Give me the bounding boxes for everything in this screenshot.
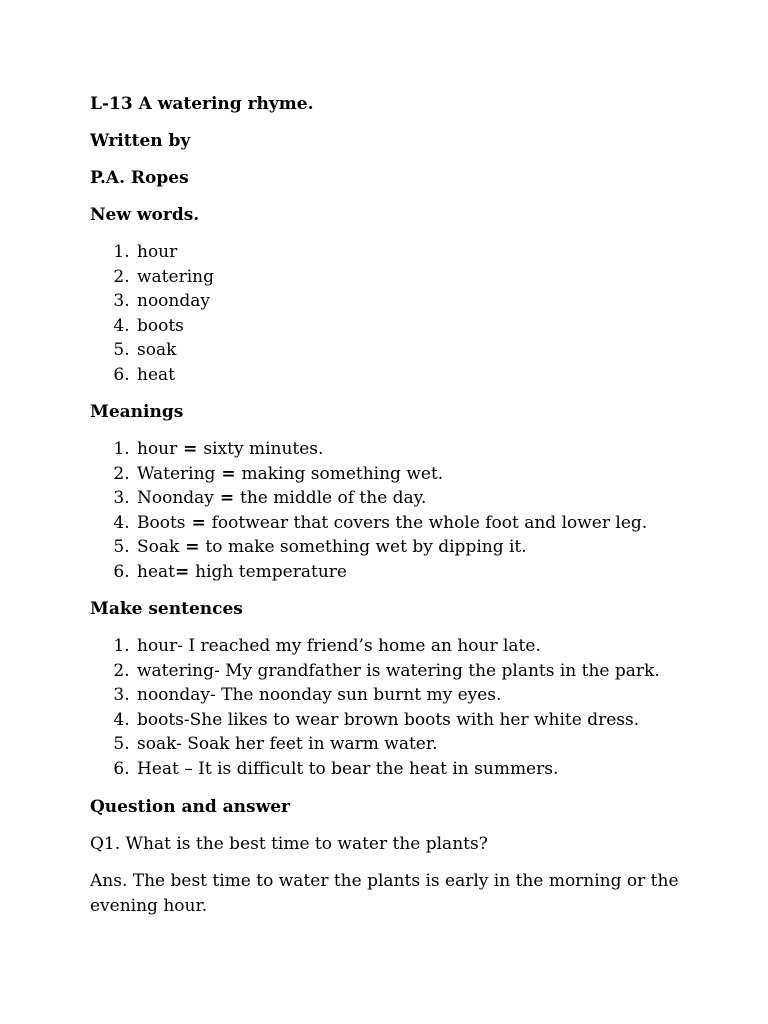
term: Noonday xyxy=(137,488,214,508)
list-item: 6. Heat – It is difficult to bear the heat in summers. xyxy=(135,757,708,782)
list-item xyxy=(135,462,708,487)
definition: footwear that covers the whole foot and lower leg. xyxy=(211,512,648,533)
definition: the middle of the day. xyxy=(240,488,427,508)
list-item: 1. hour xyxy=(135,240,708,265)
equals-sign: = xyxy=(213,488,241,508)
list-item: 3. noonday- The noonday sun burnt my eyes. xyxy=(135,683,708,708)
written-by-label: Written by xyxy=(90,131,191,151)
list-item: 4. boots-She likes to wear brown boots with her white dress. xyxy=(135,708,708,733)
lesson-title: L-13 A watering rhyme. xyxy=(90,94,314,114)
list-item: 1. hour- I reached my friend’s home an hour late. xyxy=(135,634,708,659)
equals-sign: = xyxy=(177,439,204,459)
list-item xyxy=(135,535,708,560)
equals-sign: = xyxy=(185,512,212,533)
definition: to make something wet by dipping it. xyxy=(205,537,527,557)
term: Boots xyxy=(137,512,186,533)
list-item xyxy=(135,437,708,462)
list-item: 2. watering- My grandfather is watering the plants in the park. xyxy=(135,659,708,684)
list-item: 2. watering xyxy=(135,265,708,290)
list-item xyxy=(135,486,708,511)
term: heat xyxy=(137,561,175,582)
list-item: 5. soak- Soak her feet in warm water. xyxy=(135,732,708,757)
make-sentences-heading: Make sentences xyxy=(90,599,243,619)
answer-text: Ans. The best time to water the plants is early in the morning or the evening hour. xyxy=(90,871,679,916)
equals-sign: = xyxy=(179,537,206,557)
equals-sign: = xyxy=(174,561,196,582)
new-words-list xyxy=(90,240,708,387)
definition: sixty minutes. xyxy=(203,439,324,459)
list-item xyxy=(135,560,708,585)
sentences-list xyxy=(90,634,708,781)
author-name: P.A. Ropes xyxy=(90,168,189,188)
definition: making something wet. xyxy=(241,463,444,484)
equals-sign: = xyxy=(215,463,242,484)
list-item xyxy=(135,511,708,536)
list-item: 4. boots xyxy=(135,314,708,339)
question-answer-heading: Question and answer xyxy=(90,797,291,817)
definition: high temperature xyxy=(195,561,347,582)
new-words-heading: New words. xyxy=(90,205,200,225)
list-item: 3. noonday xyxy=(135,289,708,314)
term: Watering xyxy=(137,463,216,484)
list-item: 5. soak xyxy=(135,338,708,363)
meanings-list xyxy=(90,437,708,584)
list-item: 6. heat xyxy=(135,363,708,388)
question-text: Q1. What is the best time to water the plants? xyxy=(90,834,488,854)
term: hour xyxy=(137,439,178,459)
meanings-heading: Meanings xyxy=(90,402,184,422)
term: Soak xyxy=(137,537,180,557)
